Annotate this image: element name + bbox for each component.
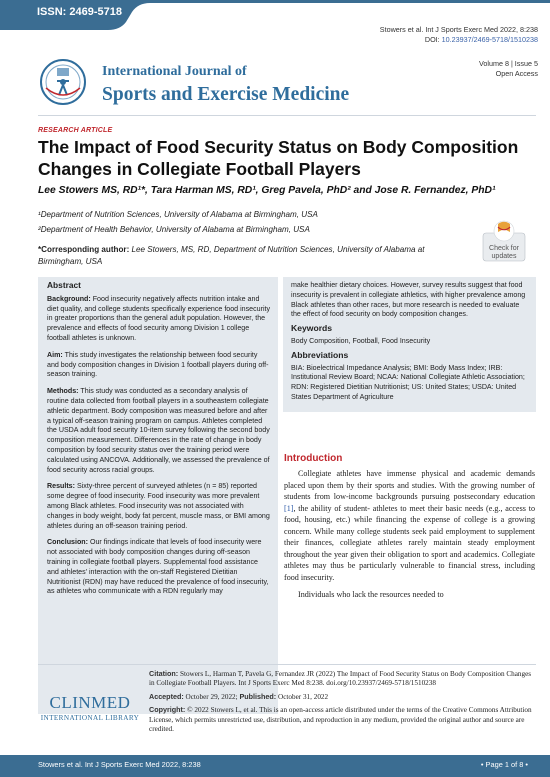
keywords-list: Body Composition, Football, Food Insecurity — [291, 336, 431, 345]
journal-title-line2: Sports and Exercise Medicine — [102, 84, 350, 105]
abbreviations-list: BIA: Bioelectrical Impedance Analysis; BMI: Body Mass Index; IRB: Institutional Review Board; NCAA: National Collegiate Athletic Association; RDN: Registered Dietitian Nutritionist; US: United States; USDA: United States Department of Agriculture — [291, 363, 525, 401]
published-label: Published: — [239, 691, 277, 701]
journal-logo-icon — [38, 58, 88, 106]
corresponding-author — [38, 244, 470, 267]
introduction-heading: Introduction — [284, 453, 343, 464]
page-number: • Page 1 of 8 • — [480, 760, 528, 769]
journal-title — [102, 64, 349, 106]
abstract-text: This study was conducted as a secondary analysis of routine data collected from football players in a southeastern collegiate athletic department. Body composition was measured before and after a typical off-season training program on campus. Athletes completed the USDA adult food security 10-item survey following the second body composition measurement. Differences in the rate of change in body composition by food security status over the training period were calculated using ANCOVA. Additionally, we assessed the prevalence of food security across racial groups. — [47, 387, 270, 474]
doi-line — [380, 35, 538, 45]
intro-paragraph-2: Individuals who lack the resources needed to — [298, 590, 444, 599]
publisher-logo — [40, 690, 140, 730]
citation-text: Stowers L, Harman T, Pavela G, Fernandez JR (2022) The Impact of Food Security Status on Body Composition Changes in Collegiate Football Players. Int J Sports Exerc Med 8:238. doi.org/10.23937/2469-5718/1510238 — [149, 670, 532, 688]
header-citation — [380, 25, 538, 45]
abstract-label: Results: — [47, 482, 75, 491]
citation-line: Stowers et al. Int J Sports Exerc Med 2022, 8:238 — [379, 25, 538, 34]
abstract-methods — [47, 387, 271, 475]
published-date: October 31, 2022 — [276, 692, 329, 701]
reference-link[interactable]: [1] — [284, 503, 294, 513]
journal-title-line1: International Journal of — [102, 64, 247, 79]
abstract-continuation: make healthier dietary choices. However, survey results suggest that food insecurity is prevalent in collegiate athletics, with higher prevalence among Black athletes than other races, but more research is needed to evaluate the effect of food security on body composition changes. — [291, 281, 526, 319]
check-label-line1: Check for — [489, 245, 519, 252]
abstract-aim — [47, 351, 271, 380]
volume-issue: Volume 8 | Issue 5 — [478, 59, 538, 68]
abstract-text: Food insecurity negatively affects nutrition intake and diet quality, and college students specifically experience food insecurity in greater proportions than the general adult population. However, the prevalence and effects of food security among Division 1 college football athletes is unknown. — [47, 294, 271, 342]
intro-text: Collegiate athletes have immense physical and academic demands placed upon them by their sports and studies. With the growing number of students from low-income backgrounds pursuing postsecondary education — [284, 469, 535, 501]
abstract-label: Methods: — [47, 387, 79, 396]
article-title: The Impact of Food Security Status on Body Composition Changes in Collegiate Football Players — [38, 137, 519, 179]
footer-bar — [0, 755, 550, 777]
footer-citation: Stowers et al. Int J Sports Exerc Med 2022, 8:238 — [38, 760, 201, 769]
doi-prefix: DOI: — [424, 35, 442, 44]
citation-paragraph — [149, 669, 536, 689]
abstract-results — [47, 482, 271, 531]
intro-paragraph-1 — [284, 468, 535, 583]
copyright-text: © 2022 Stowers L, et al. This is an open-access article distributed under the terms of the Creative Commons Attribution License, which permits unrestricted use, distribution, and reproduction in any medium, provided the original author and source are credited. — [149, 706, 532, 734]
abstract-label: Background: — [47, 294, 91, 303]
citation-block — [149, 669, 536, 737]
corresponding-text: Lee Stowers, MS, RD, Department of Nutrition Sciences, University of Alabama at Birmingham, USA — [38, 245, 425, 266]
abbreviations-heading: Abbreviations — [291, 349, 349, 360]
affiliation-2: ²Department of Health Behavior, University of Alabama at Birmingham, USA — [38, 225, 310, 234]
copyright-label: Copyright: — [149, 705, 186, 715]
check-for-updates-badge[interactable] — [482, 219, 526, 263]
footer-divider — [38, 664, 536, 665]
abstract-heading: Abstract — [47, 280, 81, 290]
corresponding-label: *Corresponding author: — [38, 245, 130, 254]
journal-logo — [38, 58, 88, 106]
dates-paragraph — [149, 692, 536, 702]
check-updates-icon — [482, 219, 526, 263]
publisher-tagline: INTERNATIONAL LIBRARY — [40, 714, 140, 722]
article-type: RESEARCH ARTICLE — [38, 127, 113, 134]
header-divider — [38, 115, 536, 116]
keywords-box — [283, 277, 536, 412]
clinmed-logo-icon — [40, 690, 140, 730]
accepted-label: Accepted: — [149, 691, 184, 701]
issn-number: ISSN: 2469-5718 — [37, 6, 122, 18]
keywords-heading: Keywords — [291, 323, 333, 334]
citation-label: Citation: — [149, 669, 179, 678]
intro-text: , the ability of student- athletes to meet their basic needs (e.g., access to food, housing, etc.) while financing the expense of college is a growing concern. While many college students seek paid employment to supplement their finances, collegiate athletes rarely maintain steady employment throughout the year given their obligation to sport and academics. Collegiate athletes may thus be particularly vulnerable to financial stress, including food insecurity. — [284, 503, 535, 582]
abstract-conclusion — [47, 538, 271, 597]
accepted-date: October 29, 2022; — [183, 692, 240, 701]
abstract-label: Aim: — [47, 350, 63, 359]
publisher-name: CLINMED — [49, 693, 131, 712]
abstract-background — [47, 295, 271, 344]
affiliation-1: ¹Department of Nutrition Sciences, University of Alabama at Birmingham, USA — [38, 210, 318, 219]
abstract-text: Sixty-three percent of surveyed athletes (n = 85) reported some degree of food insecurity. Food insecurity was more prevalent among Black athletes. Food insecurity was not associated with changes in body weight, body fat percent, muscle mass, or BMI among athletes during an off-season training period. — [47, 482, 270, 530]
open-access-label: Open Access — [495, 69, 538, 78]
volume-info — [479, 59, 538, 79]
introduction-body — [284, 468, 535, 607]
abstract-text: Our findings indicate that levels of food insecurity were not associated with body composition changes during off-season training in collegiate football players. Supplemental food assistance and athletes' interaction with the on-staff Registered Dietitian Nutritionist (RDN) may have reduced the prevalence of food insecurity, as athletes who communicate with a RDN regularly may — [47, 538, 269, 596]
copyright-paragraph — [149, 705, 536, 734]
abstract-text: This study investigates the relationship between food security and body composition changes in Division 1 football players during off-season training. — [47, 350, 269, 379]
check-label-line2: updates — [491, 253, 517, 260]
abstract-label: Conclusion: — [47, 538, 88, 547]
author-list: Lee Stowers MS, RD¹*, Tara Harman MS, RD¹, Greg Pavela, PhD² and Jose R. Fernandez, PhD¹ — [38, 185, 496, 196]
abstract-box — [38, 277, 278, 714]
doi-link[interactable]: 10.23937/2469-5718/1510238 — [441, 35, 538, 44]
